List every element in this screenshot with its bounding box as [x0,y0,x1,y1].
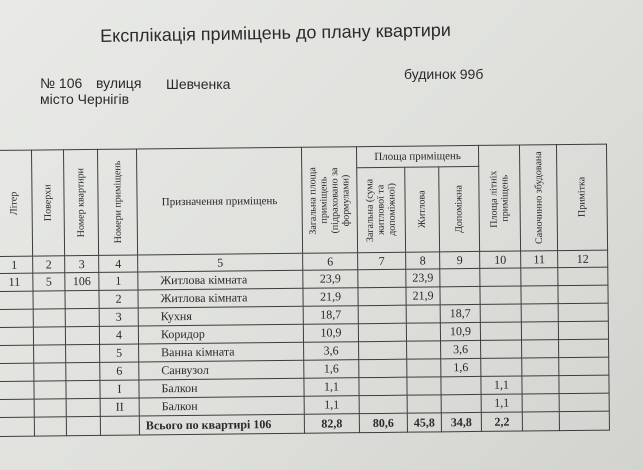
cell-unauthorized [521,268,558,286]
cell-auxiliary [441,394,481,412]
cell-purpose: Балкон [139,378,304,398]
cell-flat-number [65,326,99,344]
cell-notes [558,285,608,304]
cell-area-sum [359,395,407,414]
cell-unauthorized [522,358,559,376]
total-area-value: 82,8 [304,414,359,434]
cell-purpose: Ванна кімната [139,342,304,362]
street-label: вулиця [96,75,142,91]
col-header-purpose: Призначення приміщень [136,147,302,255]
column-number: 6 [303,253,358,271]
cell-total-area: 1,6 [304,360,359,379]
cell-liter: 11 [0,273,33,291]
cell-living: 21,9 [406,287,440,305]
cell-liter [0,291,33,309]
cell-flat-number [66,398,100,416]
column-number: 11 [521,251,558,268]
cell-total-area: 1,1 [304,396,359,415]
cell-liter [0,309,33,327]
cell-room-number: II [100,398,139,416]
cell-summer [480,304,521,322]
col-header-notes: Примітка [557,144,608,251]
total-aux-value: 34,8 [441,412,481,431]
total-cell-floor [34,417,66,436]
street-value: Шевченка [166,76,231,92]
col-header-liter: Літер [0,150,33,256]
cell-room-number: 2 [99,290,138,308]
cell-total-area: 21,9 [303,288,358,307]
cell-summer [481,358,522,376]
header-row [0,144,607,171]
cell-living [406,305,440,323]
cell-flat-number [66,380,100,398]
cell-flat-number [66,344,100,362]
cell-auxiliary: 3,6 [441,340,481,358]
cell-liter [0,381,34,399]
cell-purpose: Балкон [139,396,304,416]
cell-total-area: 18,7 [303,306,358,325]
cell-floor [34,399,66,417]
total-living-value: 45,8 [407,413,441,432]
column-number: 12 [558,250,608,268]
total-label: Всього по квартирі 106 [139,414,304,435]
total-cell-liter [0,417,34,436]
cell-purpose: Житлова кімната [138,288,303,308]
cell-total-area: 3,6 [304,342,359,361]
total-cell-notes [559,411,609,431]
cell-notes [559,357,609,376]
column-number: 9 [440,251,480,268]
cell-total-area: 1,1 [304,378,359,397]
cell-summer: 1,1 [481,376,522,394]
city: місто Чернігів [40,91,130,107]
table-body [0,267,609,417]
cell-living [407,395,441,413]
explication-table [0,144,610,437]
cell-auxiliary [440,268,480,286]
cell-liter [0,363,34,381]
cell-living [407,377,441,395]
cell-notes [559,393,609,412]
col-header-room-numbers: Номери приміщень [97,149,137,255]
cell-purpose: Коридор [138,324,303,344]
column-number: 2 [33,256,65,273]
cell-total-area: 23,9 [303,270,358,289]
page-title: Експлікація приміщень до плану квартири [100,19,452,46]
col-header-area-group: Площа приміщень [356,145,478,167]
column-number: 7 [358,252,406,270]
cell-liter [0,327,34,345]
cell-notes [559,339,609,358]
cell-area-sum [358,323,406,342]
cell-liter [0,345,34,363]
cell-unauthorized [521,304,558,322]
cell-floor [33,309,65,327]
cell-flat-number [65,308,99,326]
col-header-summer: Площа літніх приміщень [479,145,521,251]
cell-auxiliary [441,376,481,394]
cell-room-number: 6 [100,362,139,380]
total-summer-value: 2,2 [481,412,522,431]
col-header-area-sum: Загальна (сума житлової та допоміжної) [357,167,406,252]
cell-area-sum [359,359,407,378]
total-cell-unauthorized [522,412,559,431]
cell-room-number: 1 [99,272,138,290]
building-number: будинок 99б [404,66,484,82]
column-number: 1 [0,256,33,273]
cell-area-sum [358,305,406,324]
column-number: 5 [138,253,303,272]
cell-floor [34,363,66,381]
cell-summer [480,322,521,340]
cell-purpose: Кухня [138,306,303,326]
cell-living [407,341,441,359]
cell-area-sum [359,341,407,360]
col-header-floor: Поверхи [32,150,65,256]
cell-purpose: Житлова кімната [138,270,303,290]
cell-area-sum [358,287,406,306]
cell-total-area: 10,9 [303,324,358,343]
cell-unauthorized [521,322,558,340]
cell-liter [0,399,34,417]
flat-number: № 106 [40,75,83,91]
cell-room-number: 4 [99,326,138,344]
col-header-total-area: Загальна площа приміщень (підраховано за формулами) [301,147,357,254]
total-cell-no [100,416,139,435]
cell-room-number: I [100,380,139,398]
column-number: 4 [99,255,138,272]
total-sum-value: 80,6 [359,413,407,433]
col-header-living: Житлова [405,167,440,252]
cell-unauthorized [522,394,559,412]
col-header-auxiliary: Допоміжна [439,166,480,251]
cell-notes [558,303,608,322]
cell-summer: 1,1 [481,394,522,412]
cell-auxiliary: 1,6 [441,358,481,376]
cell-living: 23,9 [406,269,440,287]
cell-notes [559,375,609,394]
cell-room-number: 5 [100,344,139,362]
cell-unauthorized [522,340,559,358]
col-header-flat-number: Номер квартири [64,149,99,255]
cell-auxiliary: 18,7 [440,304,480,322]
cell-floor [33,327,65,345]
column-number: 3 [65,255,99,272]
cell-flat-number [66,362,100,380]
cell-unauthorized [521,286,558,304]
cell-floor [34,381,66,399]
cell-notes [558,267,608,286]
cell-room-number: 3 [99,308,138,326]
cell-floor [33,291,65,309]
column-number: 10 [480,251,521,268]
total-cell-flat [66,416,100,435]
cell-summer [480,286,521,304]
cell-area-sum [358,269,406,288]
cell-floor [34,345,66,363]
cell-notes [558,321,608,340]
cell-area-sum [359,377,407,396]
cell-flat-number [65,290,99,308]
cell-living [406,323,440,341]
column-number: 8 [406,252,440,269]
cell-flat-number: 106 [65,272,99,290]
cell-auxiliary: 10,9 [440,322,480,340]
cell-living [407,359,441,377]
cell-summer [480,268,521,286]
cell-unauthorized [522,376,559,394]
col-header-unauthorized: Самочинно збудована [520,145,558,251]
cell-auxiliary [440,286,480,304]
cell-summer [481,340,522,358]
cell-floor: 5 [33,273,65,291]
cell-purpose: Санвузол [139,360,304,380]
